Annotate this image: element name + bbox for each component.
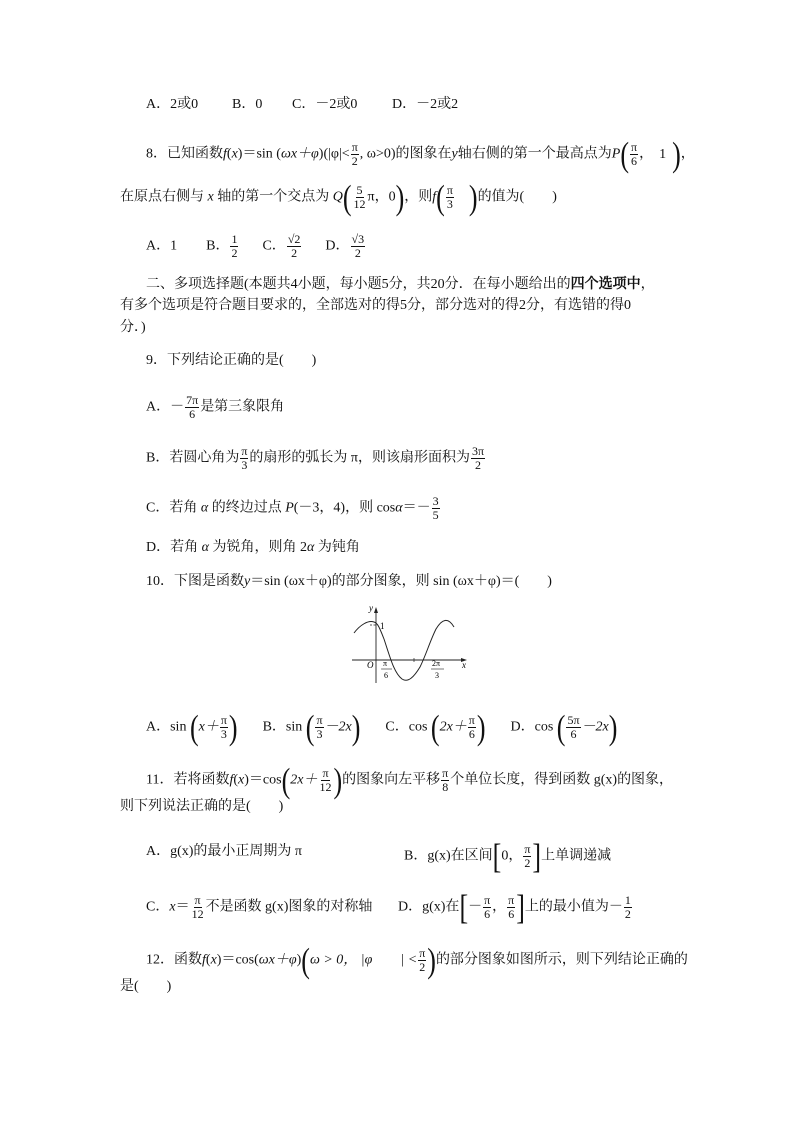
q10-option-a: A．sin xyxy=(146,719,187,735)
q9-d-text2: 为钝角 xyxy=(317,540,360,555)
q12-close: ) xyxy=(296,952,302,968)
y-axis-label: y xyxy=(369,603,373,613)
q7-option-d: D．－2或2 xyxy=(392,97,459,112)
frac-num: 3π xyxy=(471,444,485,458)
q8-frac-num: π xyxy=(351,140,358,154)
q9-c-eq: ＝－ xyxy=(402,500,431,516)
frac-num: π xyxy=(468,713,475,727)
q8-f: f xyxy=(223,146,227,162)
q9-b-frac2 xyxy=(471,445,485,472)
q9-option-b xyxy=(146,445,486,472)
y-tick-1: 1 xyxy=(380,621,385,631)
q9-option-a xyxy=(146,394,284,421)
q8-text4: 轴的第一个交点为 xyxy=(217,189,330,205)
section2-bold: 四个选项中 xyxy=(570,277,641,292)
q8-option-c: C． xyxy=(262,238,286,254)
q10-stem-text2: ＝sin (ωx＋φ)的部分图象，则 sin (ωx＋φ)＝( ) xyxy=(250,574,552,589)
frac-den: 3 xyxy=(446,197,453,211)
q11-c-frac xyxy=(191,894,205,921)
x-axis-label: x xyxy=(462,660,466,670)
q12-f: f xyxy=(202,952,206,968)
q11-d-label: D．g(x)在 xyxy=(398,899,460,915)
frac-den: 3 xyxy=(220,727,227,741)
q10-c-frac xyxy=(468,714,476,741)
q8-frac-pi-2 xyxy=(351,141,359,168)
q10-stem xyxy=(146,573,552,591)
right-paren: ) xyxy=(427,940,436,980)
q8-pi-0: π，0 xyxy=(367,189,396,205)
frac-den: 6 xyxy=(570,727,577,741)
q12-stem-text: 12．函数 xyxy=(146,952,202,968)
alpha: α xyxy=(306,540,315,555)
frac-num: π xyxy=(446,183,453,197)
frac-den: 12 xyxy=(191,907,204,921)
q11-c-x: x xyxy=(169,899,176,915)
q11-b-label: B．g(x)在区间 xyxy=(404,848,493,864)
q8-x-var: x xyxy=(207,189,214,205)
q11-c-text: 不是函数 g(x)图象的对称轴 xyxy=(205,899,373,915)
sine-curve xyxy=(354,620,454,680)
left-bracket: [ xyxy=(459,887,469,927)
q12-cond: ω > 0， |φ | < xyxy=(309,952,418,968)
frac-num: π xyxy=(484,893,491,907)
q11-stem-text2: 的图象向左平移 xyxy=(342,772,441,788)
left-paren: ( xyxy=(556,707,566,747)
frac-den: 2 xyxy=(524,856,531,870)
q11-x: x xyxy=(238,772,245,788)
frac-num: 5π xyxy=(567,713,580,727)
q8-stem-line2 xyxy=(120,177,557,217)
q8-text2: 轴右侧的第一个最高点为 xyxy=(457,146,612,162)
frac-den: 12 xyxy=(319,780,332,794)
q12-cos: ＝cos( xyxy=(221,952,259,968)
section2-title: 二、多项选择题(本题共4小题，每小题5分，共20分．在每小题给出的 xyxy=(146,277,571,292)
right-paren: ) xyxy=(468,177,478,217)
frac-den: 3 xyxy=(241,458,248,472)
right-paren: ) xyxy=(228,707,238,747)
frac-num: π xyxy=(524,842,531,856)
x-tick1-num: π xyxy=(383,659,388,668)
frac-den: 2 xyxy=(419,960,426,974)
q11-d-frac3 xyxy=(624,894,632,921)
frac-num: 7π xyxy=(186,393,199,407)
q8-options xyxy=(146,233,366,260)
q9-c-point: (－3，4)，则 cos xyxy=(293,500,396,516)
left-paren: ( xyxy=(620,134,629,174)
q9-c-label: C．若角 xyxy=(146,500,198,516)
q12-stem-line1: 12．函数f(x)＝cos(ωx＋φ)(ω > 0， |φ | < $\frac{\pi}{2}$ )的部分图象如图所示，则下列结论正确的 xyxy=(146,940,688,980)
frac-num: π xyxy=(241,444,248,458)
q11-c-label: C． xyxy=(146,899,170,915)
q9-stem: 9．下列结论正确的是( ) xyxy=(146,353,317,368)
q11-frac-pi-8 xyxy=(441,767,449,794)
q9-b-frac1 xyxy=(240,445,248,472)
q8-point-p: P xyxy=(611,146,621,162)
q8-point-q: Q xyxy=(332,189,343,205)
frac-den: 6 xyxy=(189,407,196,421)
q8-number: 8． xyxy=(146,146,167,162)
right-paren: ) xyxy=(608,707,618,747)
right-bracket: ] xyxy=(516,887,525,927)
left-paren: ( xyxy=(342,177,352,217)
right-paren: ) xyxy=(333,760,343,800)
q11-d-neg: － xyxy=(468,899,483,915)
q10-option-b: B．sin xyxy=(262,719,303,735)
q11-d-text: 上的最小值为－ xyxy=(524,899,623,915)
q12-stem-line2: 是( ) xyxy=(120,979,172,994)
frac-num: √3 xyxy=(351,232,365,246)
section2-line3: 分．) xyxy=(120,320,146,335)
q11-frac-pi-12 xyxy=(319,767,333,794)
frac-num: 3 xyxy=(432,494,439,508)
section2-line2: 有多个选项是符合题目要求的，全部选对的得5分，部分选对的得2分，有选错的得0 xyxy=(120,298,631,313)
q8-arg: ωx＋φ xyxy=(280,146,319,162)
q11-b-text: 上单调递减 xyxy=(541,848,612,864)
origin-label: O xyxy=(367,660,374,670)
alpha: α xyxy=(395,500,403,516)
frac-den: 6 xyxy=(484,907,491,921)
frac-den: 3 xyxy=(316,727,323,741)
frac-den: 2 xyxy=(475,458,482,472)
q9-a-frac xyxy=(185,394,199,421)
q8-option-c-frac xyxy=(287,233,302,260)
q8-frac-pi-3 xyxy=(446,184,454,211)
q12-stem-text2: 的部分图象如图所示，则下列结论正确的 xyxy=(435,952,688,968)
left-paren: ( xyxy=(305,707,315,747)
q8-y: y xyxy=(451,146,458,162)
q8-frac-den: 2 xyxy=(351,154,358,168)
q9-option-c xyxy=(146,495,441,522)
q11-option-a: A．g(x)的最小正周期为 π xyxy=(146,844,303,859)
q10-b-frac xyxy=(315,714,323,741)
q10-stem-text: 10．下图是函数 xyxy=(146,574,244,589)
q9-c-frac xyxy=(432,495,440,522)
frac-num: π xyxy=(220,713,227,727)
q8-one: 1 xyxy=(659,146,667,162)
q11-option-c xyxy=(146,894,372,921)
right-bracket: ] xyxy=(532,836,542,876)
q8-stem-line1: 8．已知函数f(x)＝sin (ωx＋φ)(|φ|< $\frac{\pi}{2}$ , ω>0)的图象在y轴右侧的第一个最高点为P( $\frac{\pi}{6}$ ， 1 )， xyxy=(146,134,695,174)
q8-frac-5-12 xyxy=(353,184,367,211)
q11-stem-line2: 则下列说法正确的是( ) xyxy=(120,799,284,814)
q10-option-d: D．cos xyxy=(510,719,554,735)
q10-d-inner: －2x xyxy=(581,719,609,735)
y-axis-arrow xyxy=(374,607,378,613)
frac-num: π xyxy=(316,713,323,727)
q10-option-c: C．cos xyxy=(385,719,428,735)
q8-option-d: D． xyxy=(325,238,350,254)
frac-num: 5 xyxy=(356,183,363,197)
q9-a-text: 是第三象限角 xyxy=(200,399,285,415)
q11-stem-text: 11．若将函数 xyxy=(146,772,230,788)
x-tick2-den: 3 xyxy=(435,671,439,680)
frac-num: π xyxy=(442,766,449,780)
q8-option-b: B． xyxy=(206,238,230,254)
left-paren: ( xyxy=(436,177,445,217)
alpha: α xyxy=(200,500,209,516)
q10-a-inner: x＋ xyxy=(198,719,219,735)
q9-c-text: 的终边过点 xyxy=(211,500,282,516)
q11-b-int: 0， xyxy=(501,848,523,864)
frac-num: √2 xyxy=(287,232,301,246)
frac-den: 2 xyxy=(231,246,238,260)
q8-text3: 在原点右侧与 xyxy=(120,189,204,205)
q11-stem-line1: 11．若将函数f(x)＝cos(2x＋ $\frac{\pi}{12}$ )的图象向左平移 $\frac{\pi}{8}$ 个单位长度，得到函数 g(x)的图象， xyxy=(146,760,674,800)
q10-a-frac xyxy=(220,714,228,741)
right-paren: ) xyxy=(351,707,361,747)
x-tick2-num: 2π xyxy=(432,659,441,668)
q11-d-frac1 xyxy=(483,894,491,921)
frac-num: 1 xyxy=(231,232,238,246)
right-paren: ) xyxy=(395,177,405,217)
q10-y: y xyxy=(244,574,251,589)
q9-b-label: B．若圆心角为 xyxy=(146,450,240,466)
q11-d-frac2 xyxy=(507,894,515,921)
q10-c-inner: 2x＋ xyxy=(439,719,467,735)
q12-x: x xyxy=(210,952,217,968)
section2-comma: ， xyxy=(640,277,655,292)
q11-stem-text4: 的图象， xyxy=(617,772,674,788)
q8-cond-omega: , ω>0)的图象在 xyxy=(359,146,452,162)
q8-option-a: A．1 xyxy=(146,238,178,254)
left-paren: ( xyxy=(189,707,199,747)
q9-d-label: D．若角 xyxy=(146,540,199,555)
x-tick1-den: 6 xyxy=(384,671,388,680)
q11-g: g(x) xyxy=(593,772,618,788)
q11-d-comma: ， xyxy=(492,899,507,915)
frac-num: π xyxy=(508,893,515,907)
q9-option-d xyxy=(146,539,360,557)
q11-c-eq: ＝ xyxy=(175,899,190,915)
q7-option-a: A．2或0 xyxy=(146,97,199,112)
q9-b-text: 的扇形的弧长为 π，则该扇形面积为 xyxy=(249,450,470,466)
right-paren: ) xyxy=(476,707,486,747)
q10-d-frac xyxy=(566,714,580,741)
q9-d-text: 为锐角，则角 2 xyxy=(212,540,307,555)
frac-num: π xyxy=(419,946,426,960)
frac-num: π xyxy=(194,893,201,907)
section2-line1 xyxy=(146,276,655,294)
frac-den: 12 xyxy=(353,197,366,211)
left-bracket: [ xyxy=(492,836,502,876)
q10-graph-figure xyxy=(346,603,476,685)
q11-option-d xyxy=(398,887,633,927)
q11-option-b xyxy=(404,836,612,876)
frac-den: 8 xyxy=(442,780,449,794)
q8-cond: )(|φ|< xyxy=(318,146,350,162)
q9-point-p: P xyxy=(285,500,294,516)
left-paren: ( xyxy=(281,760,291,800)
q8-then: ，则 xyxy=(404,189,433,205)
frac-num: 1 xyxy=(624,893,631,907)
frac-num: π xyxy=(322,766,329,780)
left-paren: ( xyxy=(430,707,440,747)
frac-den: 6 xyxy=(631,154,638,168)
q8-frac-pi-6 xyxy=(630,141,638,168)
q11-cos: ＝cos xyxy=(248,772,282,788)
left-paren: ( xyxy=(301,940,310,980)
q12-arg: ωx＋φ xyxy=(258,952,297,968)
frac-den: 6 xyxy=(468,727,475,741)
q8-option-b-frac xyxy=(230,233,238,260)
q10-b-inner: －2x xyxy=(324,719,352,735)
q12-frac-pi-2 xyxy=(418,947,426,974)
frac-den: 2 xyxy=(354,246,361,260)
q9-a-label: A．－ xyxy=(146,399,185,415)
q10-options xyxy=(146,707,618,747)
frac-num: π xyxy=(631,140,638,154)
q11-b-frac xyxy=(523,843,531,870)
frac-den: 6 xyxy=(508,907,515,921)
frac-den: 2 xyxy=(624,907,631,921)
q8-value-of: 的值为( ) xyxy=(477,189,557,205)
q8-sin: ＝sin ( xyxy=(242,146,281,162)
q8-text: 已知函数 xyxy=(167,146,223,162)
q7-option-b: B．0 xyxy=(232,97,263,112)
q11-stem-text3: 个单位长度，得到函数 xyxy=(450,772,591,788)
q8-f2: f xyxy=(432,189,437,205)
q8-option-d-frac xyxy=(351,233,366,260)
q11-inner: 2x＋ xyxy=(290,772,318,788)
frac-den: 5 xyxy=(432,508,439,522)
q8-x: x xyxy=(231,146,238,162)
frac-den: 2 xyxy=(291,246,298,260)
right-paren: ) xyxy=(672,134,681,174)
alpha: α xyxy=(201,540,209,555)
q11-f: f xyxy=(229,772,234,788)
q7-option-c: C．－2或0 xyxy=(292,97,358,112)
